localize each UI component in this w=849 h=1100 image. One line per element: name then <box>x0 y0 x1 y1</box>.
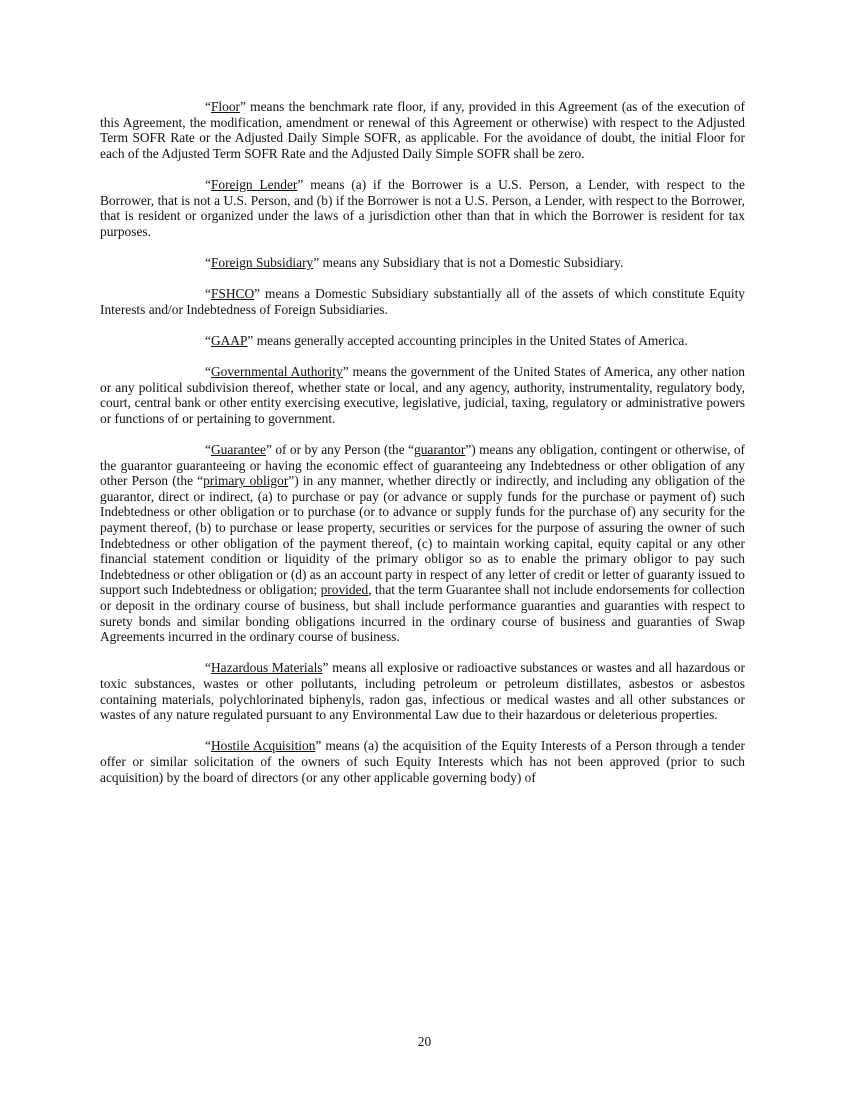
close-quote: ” <box>265 442 272 458</box>
close-quote: ” <box>315 738 322 754</box>
definition-text: of or by any Person (the “ <box>271 442 415 458</box>
close-quote: ” <box>239 99 246 114</box>
definition-fshco <box>100 286 745 317</box>
definition-foreign-subsidiary <box>100 255 745 271</box>
definition-text: means a Domestic Subsidiary substantially all of the assets of which constitute Equity Interests and/or Indebtedness of Foreign Subsidiaries. <box>100 286 745 317</box>
defined-term-floor: Floor <box>210 99 240 114</box>
definition-governmental-authority <box>100 364 745 426</box>
open-quote: “ <box>205 442 211 458</box>
close-quote: ” <box>247 332 254 348</box>
definition-text: means (a) the acquisition of the Equity Interests of a Person through a tender offer or similar solicitation of the owners of such Equity Interests which has not been approved (prior to such acquisition) by the board of directors (or any other applicable governing body) of <box>100 738 745 785</box>
definition-gaap <box>100 333 745 349</box>
open-quote: “ <box>205 364 211 380</box>
definition-text: means any Subsidiary that is not a Domestic Subsidiary. <box>319 254 624 270</box>
open-quote: “ <box>205 286 211 302</box>
definition-hazardous-materials <box>100 660 745 722</box>
defined-term-hostile-acquisition: Hostile Acquisition <box>210 738 316 754</box>
defined-term-fshco: FSHCO <box>210 286 255 302</box>
defined-term-foreign-subsidiary: Foreign Subsidiary <box>210 254 314 270</box>
defined-term-foreign-lender: Foreign Lender <box>210 176 298 192</box>
open-quote: “ <box>205 254 211 270</box>
definition-hostile-acquisition <box>100 738 745 785</box>
close-quote: ” <box>322 660 329 676</box>
definition-text: ”) in any manner, whether directly or indirectly, and including any obligation of the guarantor, direct or indirect, (a) to purchase or pay (or advance or supply funds for the purchase or payment of) such Indebtedness or other obligation or to purchase (or to advance or supply funds for the purchase of) any security for the payment thereof, (b) to purchase or lease property, securities or services for the purpose of assuring the owner of such Indebtedness or other obligation of the payment thereof, (c) to maintain working capital, equity capital or any other financial statement condition or liquidity of the primary obligor so as to enable the primary obligor to pay such Indebtedness or other obligation or (d) as an account party in respect of any letter of credit or letter of guaranty issued to support such Indebtedness or obligation; <box>100 473 746 598</box>
close-quote: ” <box>297 176 304 192</box>
open-quote: “ <box>205 738 211 754</box>
defined-term-primary-obligor: primary obligor <box>203 473 289 489</box>
defined-term-guarantor: guarantor <box>414 442 466 458</box>
open-quote: “ <box>205 99 211 114</box>
definition-text: means (a) if the Borrower is a U.S. Person, a Lender, with respect to the Borrower, that is not a U.S. Person, and (b) if the Borrower is not a U.S. Person, a Lender, with respect to the Borrower, that is resident or organized under the laws of a jurisdiction other than that in which the Borrower is resident for tax purposes. <box>100 176 746 239</box>
defined-term-guarantee: Guarantee <box>210 442 266 458</box>
defined-term-hazardous-materials: Hazardous Materials <box>210 660 323 676</box>
open-quote: “ <box>205 332 211 348</box>
definition-floor <box>100 99 745 161</box>
definition-text: ”) means any obligation, contingent or otherwise, of the guarantor guaranteeing or having the economic effect of guaranteeing any Indebtedness or other obligation of any other Person (the “ <box>100 442 745 489</box>
definition-text: means the benchmark rate floor, if any, provided in this Agreement (as of the execution of this Agreement, the modification, amendment or renewal of this Agreement or otherwise) with respect to the Adjusted Term SOFR Rate or the Adjusted Daily Simple SOFR, as applicable. For the avoidance of doubt, the initial Floor for each of the Adjusted Term SOFR Rate and the Adjusted Daily Simple SOFR shall be zero. <box>100 99 745 161</box>
open-quote: “ <box>205 176 211 192</box>
open-quote: “ <box>205 660 211 676</box>
document-page <box>100 99 745 801</box>
definition-foreign-lender <box>100 177 745 239</box>
definition-text: , that the term Guarantee shall not include endorsements for collection or deposit in the ordinary course of business, but shall include performance guaranties and guaranties with respect to surety bonds and similar bonding obligations incurred in the ordinary course of business and guaranties of Swap Agreements incurred in the ordinary course of business. <box>100 582 746 645</box>
close-quote: ” <box>342 364 349 380</box>
definition-text: means the government of the United States of America, any other nation or any political subdivision thereof, whether state or local, and any agency, authority, instrumentality, regulatory body, court, central bank or other entity exercising executive, legislative, judicial, taxing, regulatory or administrative powers or functions of or pertaining to government. <box>100 364 745 426</box>
close-quote: ” <box>254 286 261 302</box>
definition-text: means all explosive or radioactive substances or wastes and all hazardous or toxic substances, wastes or other pollutants, including petroleum or petroleum distillates, asbestos or asbestos containing materials, polychlorinated biphenyls, radon gas, infectious or medical wastes and all other substances or wastes of any nature regulated pursuant to any Environmental Law due to their hazardous or deleterious properties. <box>100 660 745 723</box>
definition-guarantee <box>100 442 745 645</box>
close-quote: ” <box>313 254 320 270</box>
definition-text: means generally accepted accounting principles in the United States of America. <box>253 332 688 348</box>
defined-term-provided: provided <box>320 582 369 598</box>
page-number: 20 <box>417 1034 432 1049</box>
defined-term-gaap: GAAP <box>210 332 248 348</box>
defined-term-governmental-authority: Governmental Authority <box>210 364 343 380</box>
